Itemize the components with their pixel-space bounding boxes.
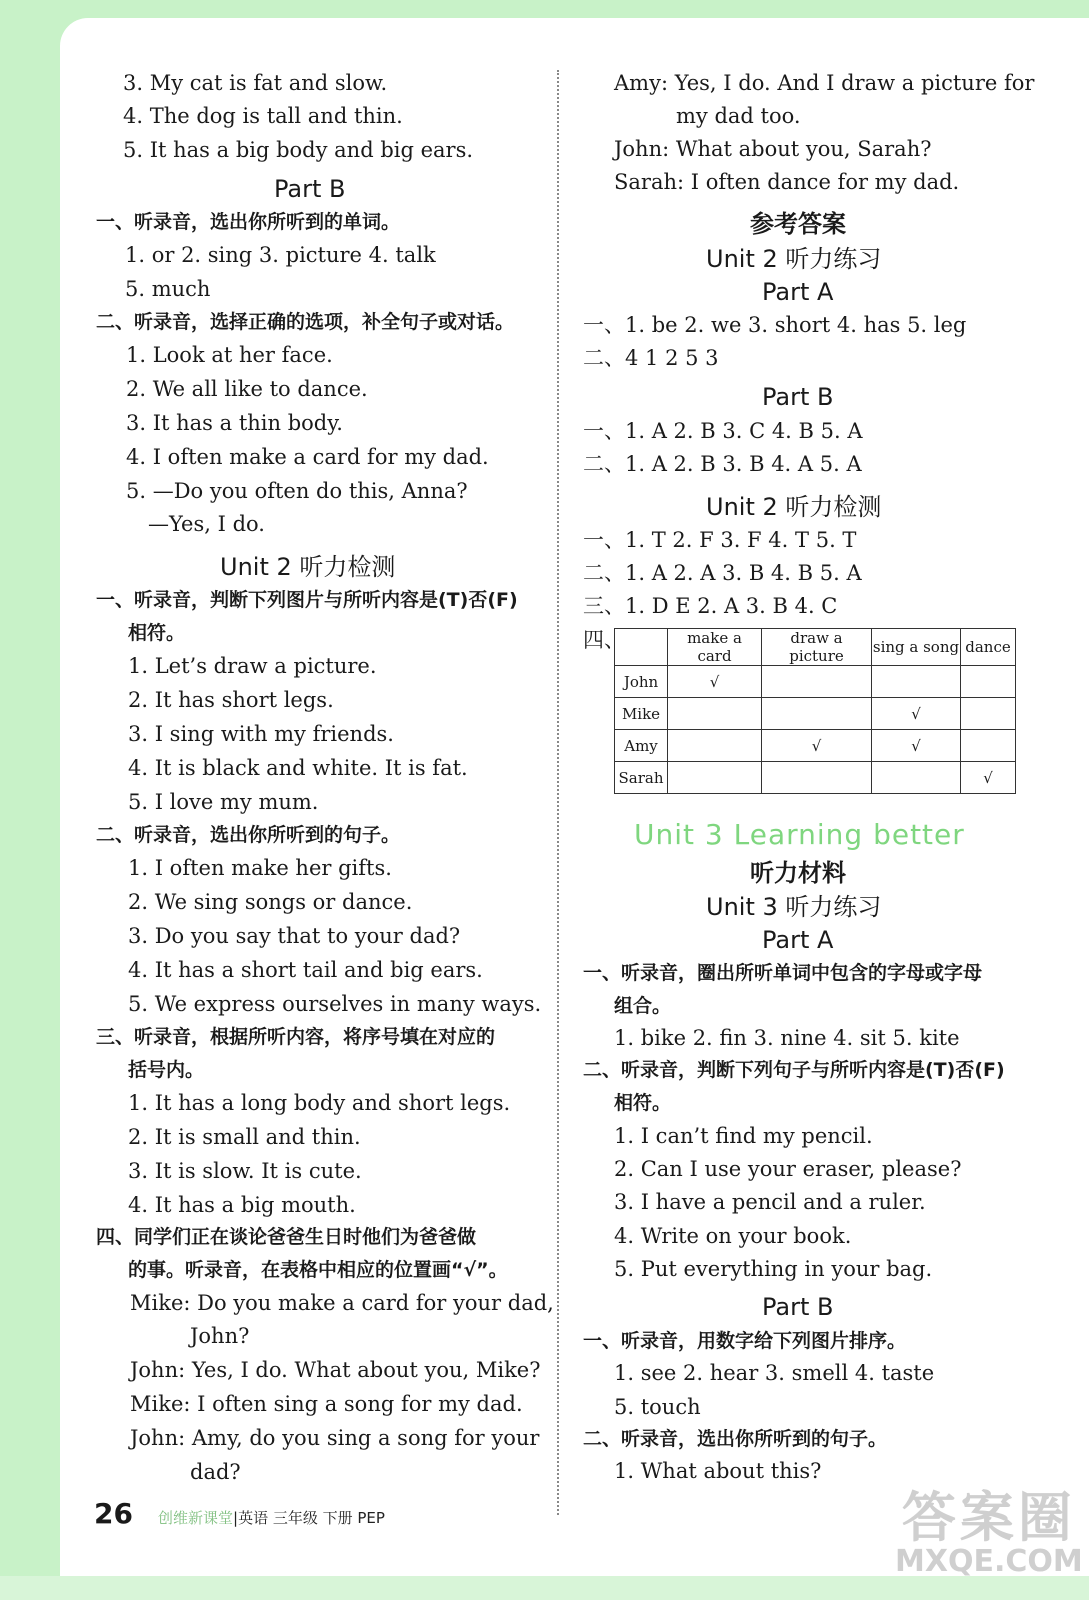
table-cell <box>961 698 1016 730</box>
table-cell: √ <box>872 730 961 762</box>
text-line: 一、1. be 2. we 3. short 4. has 5. leg <box>583 313 967 337</box>
text-line: 二、1. A 2. A 3. B 4. B 5. A <box>583 561 862 585</box>
section-heading: Unit 3 听力练习 <box>706 893 882 921</box>
table-row <box>615 762 1016 794</box>
text-line: —Yes, I do. <box>148 512 265 536</box>
text-line: 2. It is small and thin. <box>128 1125 361 1149</box>
text-line: 1. Let’s draw a picture. <box>128 654 377 678</box>
text-line: dad? <box>190 1460 241 1484</box>
instruction-line: 组合。 <box>614 995 672 1017</box>
table-cell <box>668 762 762 794</box>
instruction-line: 一、听录音，用数字给下列图片排序。 <box>583 1330 907 1352</box>
table-cell: Sarah <box>615 762 668 794</box>
table-cell: John <box>615 666 668 698</box>
text-line: 5. —Do you often do this, Anna? <box>126 479 468 503</box>
section-heading: Part B <box>274 175 346 203</box>
text-line: 2. It has short legs. <box>128 688 334 712</box>
table-cell <box>668 698 762 730</box>
section-heading: Unit 2 听力检测 <box>706 493 882 521</box>
section-heading: 听力材料 <box>750 859 846 887</box>
table-header-cell: draw a picture <box>762 629 872 666</box>
text-line: Mike: I often sing a song for my dad. <box>130 1392 523 1416</box>
table-cell: Mike <box>615 698 668 730</box>
table-row <box>615 730 1016 762</box>
text-line: John: Yes, I do. What about you, Mike? <box>130 1358 541 1382</box>
section-heading: Unit 2 听力检测 <box>220 553 396 581</box>
text-line: 3. It has a thin body. <box>126 411 343 435</box>
text-line: 四、 <box>583 628 625 652</box>
table-cell: Amy <box>615 730 668 762</box>
instruction-line: 二、听录音，判断下列句子与所听内容是(T)否(F) <box>583 1059 1005 1081</box>
text-line: 5. Put everything in your bag. <box>614 1257 933 1281</box>
text-line: 5. touch <box>614 1395 701 1419</box>
text-line: 1. I often make her gifts. <box>128 856 392 880</box>
table-header-cell: dance <box>961 629 1016 666</box>
text-line: Sarah: I often dance for my dad. <box>614 170 960 194</box>
table-cell: √ <box>762 730 872 762</box>
text-line: 2. We all like to dance. <box>126 377 368 401</box>
instruction-line: 相符。 <box>128 622 186 644</box>
instruction-line: 二、听录音，选出你所听到的句子。 <box>583 1428 888 1450</box>
text-line: 一、1. T 2. F 3. F 4. T 5. T <box>583 528 857 552</box>
answer-table <box>614 628 1016 794</box>
table-cell <box>762 666 872 698</box>
instruction-line: 四、同学们正在谈论爸爸生日时他们为爸爸做 <box>96 1226 477 1248</box>
text-line: 5. It has a big body and big ears. <box>123 138 474 162</box>
table-cell <box>961 666 1016 698</box>
table-cell <box>668 730 762 762</box>
table-cell <box>961 730 1016 762</box>
column-divider <box>557 70 559 1515</box>
text-line: 3. Do you say that to your dad? <box>128 924 461 948</box>
text-line: 1. Look at her face. <box>126 343 333 367</box>
instruction-line: 二、听录音，选择正确的选项，补全句子或对话。 <box>96 311 515 333</box>
text-line: 5. We express ourselves in many ways. <box>128 992 542 1016</box>
text-line: 1. or 2. sing 3. picture 4. talk <box>125 243 436 267</box>
text-line: 1. It has a long body and short legs. <box>128 1091 511 1115</box>
section-heading: Unit 3 Learning better <box>634 818 965 851</box>
text-line: 2. Can I use your eraser, please? <box>614 1157 962 1181</box>
table-header-cell: make a card <box>668 629 762 666</box>
text-line: 一、1. A 2. B 3. C 4. B 5. A <box>583 419 863 443</box>
footer-info <box>158 1507 385 1528</box>
table-cell: √ <box>668 666 762 698</box>
instruction-line: 三、听录音，根据所听内容，将序号填在对应的 <box>96 1026 496 1048</box>
text-line: 4. It has a big mouth. <box>128 1193 356 1217</box>
text-line: 三、1. D E 2. A 3. B 4. C <box>583 594 838 618</box>
table-cell <box>762 698 872 730</box>
section-heading: Part B <box>762 383 834 411</box>
table-row <box>615 666 1016 698</box>
instruction-line: 一、听录音，判断下列图片与所听内容是(T)否(F) <box>96 589 518 611</box>
section-heading: Part B <box>762 1293 834 1321</box>
watermark-url: MXQE.COM <box>895 1544 1083 1579</box>
instruction-line: 一、听录音，圈出所听单词中包含的字母或字母 <box>583 962 983 984</box>
footer-brand: 创维新课堂 <box>158 1509 234 1527</box>
table-cell: √ <box>872 698 961 730</box>
text-line: 3. My cat is fat and slow. <box>123 71 388 95</box>
decorative-border-bottom <box>0 1576 1089 1600</box>
text-line: 4. Write on your book. <box>614 1224 852 1248</box>
table-cell <box>762 762 872 794</box>
table-cell <box>872 762 961 794</box>
table-cell <box>872 666 961 698</box>
text-line: 1. see 2. hear 3. smell 4. taste <box>614 1361 935 1385</box>
text-line: 4. It has a short tail and big ears. <box>128 958 483 982</box>
section-heading: Part A <box>762 278 834 306</box>
text-line: John: What about you, Sarah? <box>614 137 932 161</box>
section-heading: Part A <box>762 926 834 954</box>
text-line: 5. much <box>125 277 211 301</box>
section-heading: Unit 2 听力练习 <box>706 245 882 273</box>
text-line: 1. What about this? <box>614 1459 822 1483</box>
text-line: 3. I sing with my friends. <box>128 722 394 746</box>
text-line: 5. I love my mum. <box>128 790 319 814</box>
instruction-line: 括号内。 <box>128 1059 205 1081</box>
page-number: 26 <box>94 1497 133 1530</box>
instruction-line: 的事。听录音，在表格中相应的位置画“√”。 <box>128 1259 508 1281</box>
watermark <box>895 1475 1083 1579</box>
text-line: 1. I can’t find my pencil. <box>614 1124 873 1148</box>
text-line: 3. I have a pencil and a ruler. <box>614 1190 926 1214</box>
section-heading: 参考答案 <box>750 210 846 238</box>
text-line: John? <box>190 1324 250 1348</box>
text-line: Amy: Yes, I do. And I draw a picture for <box>614 71 1035 95</box>
watermark-logo: 答案圈 <box>901 1486 1076 1549</box>
instruction-line: 一、听录音，选出你所听到的单词。 <box>96 211 401 233</box>
text-line: 二、4 1 2 5 3 <box>583 346 719 370</box>
instruction-line: 相符。 <box>614 1092 672 1114</box>
text-line: my dad too. <box>676 104 801 128</box>
text-line: 4. It is black and white. It is fat. <box>128 756 468 780</box>
text-line: 4. I often make a card for my dad. <box>126 445 489 469</box>
table-header-cell: sing a song <box>872 629 961 666</box>
text-line: 4. The dog is tall and thin. <box>123 104 403 128</box>
text-line: John: Amy, do you sing a song for your <box>130 1426 540 1450</box>
text-line: 3. It is slow. It is cute. <box>128 1159 362 1183</box>
table-header-row <box>615 629 1016 666</box>
text-line: 2. We sing songs or dance. <box>128 890 413 914</box>
instruction-line: 二、听录音，选出你所听到的句子。 <box>96 824 401 846</box>
text-line: Mike: Do you make a card for your dad, <box>130 1291 554 1315</box>
footer-book-info: |英语 三年级 下册 PEP <box>233 1509 385 1527</box>
text-line: 二、1. A 2. B 3. B 4. A 5. A <box>583 452 862 476</box>
table-row <box>615 698 1016 730</box>
text-line: 1. bike 2. fin 3. nine 4. sit 5. kite <box>614 1026 960 1050</box>
table-cell: √ <box>961 762 1016 794</box>
